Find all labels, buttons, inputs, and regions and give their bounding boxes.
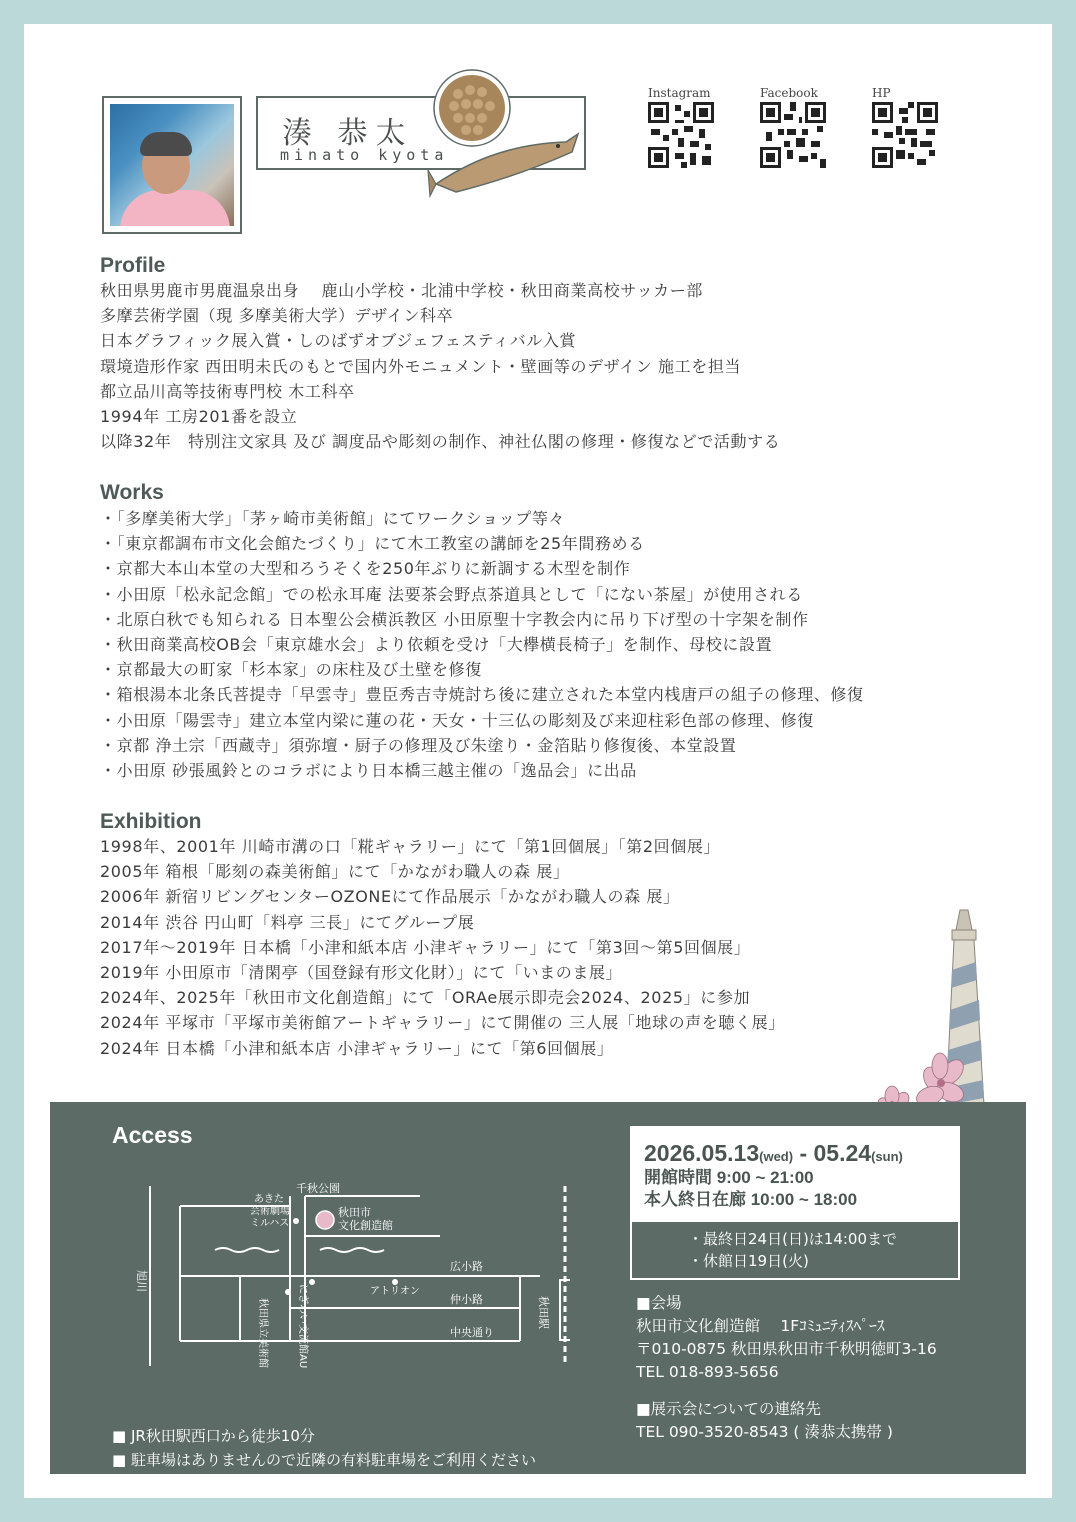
exhibition-line: 2006年 新宿リビングセンターOZONEにて作品展示「かながわ職人の森 展」: [100, 887, 680, 907]
access-heading: Access: [112, 1122, 193, 1148]
schedule-note: ・最終日24日(日)は14:00まで: [688, 1230, 898, 1248]
profile-line: 多摩芸術学園（現 多摩美術大学）デザイン科卒: [100, 306, 454, 326]
exhibition-list: [100, 834, 785, 1061]
works-line: ・小田原 砂張風鈴とのコラボにより日本橋三越主催の「逸品会」に出品: [100, 761, 637, 781]
qr-code-icon[interactable]: [648, 102, 714, 168]
profile-line: 都立品川高等技術専門校 木工科卒: [100, 381, 355, 401]
walk-note: ■ JR秋田駅西口から徒歩10分: [112, 1427, 315, 1445]
qr-label-instagram: Instagram: [648, 86, 711, 100]
exhibition-line: 2019年 小田原市「清閑亭（国登録有形文化財）」にて「いまのま展」: [100, 963, 623, 983]
venue-label: ■会場: [636, 1294, 682, 1312]
qr-instagram-group: [648, 86, 714, 172]
profile-line: 1994年 工房201番を設立: [100, 407, 298, 427]
profile-line: 日本グラフィック展入賞・しのばずオブジェフェスティバル入賞: [100, 331, 577, 351]
profile-line: 環境造形作家 西田明未氏のもとで国内外モニュメント・壁画等のデザイン 施工を担当: [100, 356, 742, 376]
wood-fish-artwork: [426, 64, 586, 204]
qr-label-hp: HP: [872, 86, 891, 100]
map-label-senshu-park: 千秋公園: [296, 1182, 340, 1195]
lighthouse-artwork: [864, 900, 1014, 1110]
map-label-venue-1: 秋田市: [338, 1206, 371, 1219]
schedule-notes: [688, 1228, 897, 1272]
profile-list: [100, 278, 780, 454]
exhibition-line: 2024年 日本橋「小津和紙本店 小津ギャラリー」にて「第6回個展」: [100, 1038, 614, 1058]
map-label-venue-2: 文化創造館: [338, 1219, 393, 1232]
exhibition-line: 2024年、2025年「秋田市文化創造館」にて「ORAe展示即売会2024、2025」に参加: [100, 988, 751, 1008]
artist-photo: [102, 96, 242, 234]
works-line: ・京都 浄土宗「西蔵寺」須弥壇・厨子の修理及び朱塗り・金箔貼り修復後、本堂設置: [100, 735, 737, 755]
map-label-station: 秋田駅: [537, 1296, 550, 1329]
venue-name: 秋田市文化創造館 1Fｺﾐｭﾆﾃｨｽﾍﾟｰｽ: [636, 1317, 885, 1335]
works-line: ・「東京都調布市文化会館たづくり」にて木工教室の講師を25年間務める: [100, 534, 645, 554]
contact-label: ■展示会についての連絡先: [636, 1400, 821, 1418]
contact-tel: TEL 090-3520-8543 ( 湊恭太携帯 ): [636, 1423, 893, 1441]
schedule-box: [630, 1126, 960, 1280]
venue-tel: TEL 018-893-5656: [636, 1363, 779, 1381]
works-line: ・京都大本山本堂の大型和ろうそくを250年ぶりに新調する木型を制作: [100, 559, 631, 579]
access-notes: [112, 1424, 536, 1472]
profile-heading: Profile: [100, 254, 166, 277]
artist-name-jp: 湊 恭太: [282, 116, 414, 151]
exhibition-line: 2014年 渋谷 円山町「料亭 三長」にてグループ展: [100, 912, 475, 932]
exhibition-line: 2017年～2019年 日本橋「小津和紙本店 小津ギャラリー」にて「第3回～第5回個展」: [100, 937, 751, 957]
works-line: ・秋田商業高校OB会「東京雄水会」より依頼を受け「大欅横長椅子」を制作、母校に設置: [100, 635, 773, 655]
map-label-milhas-3: ミルハス: [250, 1218, 290, 1229]
works-line: ・北原白秋でも知られる 日本聖公会横浜教区 小田原聖十字教会内に吊り下げ型の十字架を制作: [100, 609, 809, 629]
exhibition-line: 2005年 箱根「彫刻の森美術館」にて「かながわ職人の森 展」: [100, 862, 570, 882]
map-label-atrion: アトリオン: [370, 1286, 420, 1297]
opening-hours: 開館時間 9:00 ~ 21:00: [644, 1168, 814, 1187]
map-label-nakakoji: 仲小路: [450, 1293, 483, 1306]
qr-hp-group: [872, 86, 938, 172]
venue-address: 〒010-0875 秋田県秋田市千秋明徳町3-16: [636, 1340, 937, 1358]
parking-note: ■ 駐車場はありませんので近隣の有料駐車場をご利用ください: [112, 1451, 536, 1469]
map-label-milhas-2: 芸術劇場: [250, 1206, 290, 1217]
access-map: [120, 1176, 570, 1376]
venue-info: [636, 1292, 937, 1444]
access-panel: [50, 1102, 1026, 1474]
qr-code-icon[interactable]: [760, 102, 826, 168]
qr-label-facebook: Facebook: [760, 86, 818, 100]
works-line: ・小田原「陽雲寺」建立本堂内梁に蓮の花・天女・十三仏の彫刻及び来迎柱彩色部の修理、修復: [100, 710, 814, 730]
map-label-chuo: 中央通り: [450, 1326, 494, 1339]
qr-code-icon[interactable]: [872, 102, 938, 168]
works-line: ・京都最大の町家「杉本家」の床柱及び土壁を修復: [100, 660, 482, 680]
event-dates: 2026.05.13(wed) - 05.24(sun): [644, 1140, 903, 1166]
flyer-sheet: [24, 24, 1052, 1498]
works-list: [100, 506, 864, 783]
profile-line: 秋田県男鹿市男鹿温泉出身 鹿山小学校・北浦中学校・秋田商業高校サッカー部: [100, 281, 703, 300]
profile-line: 以降32年 特別注文家具 及び 調度品や彫刻の制作、神社仏閣の修理・修復などで活動する: [100, 432, 781, 452]
artist-name-en: minato kyota: [280, 146, 449, 164]
map-label-hirokoji: 広小路: [450, 1260, 483, 1273]
qr-facebook-group: [760, 86, 826, 172]
works-line: ・小田原「松永記念館」での松永耳庵 法要茶会野点茶道具として「にない茶屋」が使用される: [100, 584, 803, 604]
exhibition-heading: Exhibition: [100, 810, 202, 833]
schedule-note: ・休館日19日(火): [688, 1252, 809, 1270]
works-line: ・「多摩美術大学」「茅ヶ崎市美術館」にてワークショップ等々: [100, 509, 566, 528]
artist-present-hours: 本人終日在廊 10:00 ~ 18:00: [644, 1190, 858, 1209]
map-label-river: 旭川: [135, 1270, 148, 1292]
works-heading: Works: [100, 481, 164, 504]
map-label-au: にぎわい交流館AU: [297, 1284, 308, 1369]
works-line: ・箱根湯本北条氏菩提寺「早雲寺」豊臣秀吉寺焼討ち後に建立された本堂内桟唐戸の組子の修理、修復: [100, 685, 864, 705]
map-label-milhas-1: あきた: [254, 1194, 284, 1205]
map-label-museum: 秋田県立美術館: [257, 1298, 268, 1368]
exhibition-line: 2024年 平塚市「平塚市美術館アートギャラリー」にて開催の 三人展「地球の声を聴く展」: [100, 1013, 785, 1033]
exhibition-line: 1998年、2001年 川崎市溝の口「糀ギャラリー」にて「第1回個展」「第2回個展」: [100, 837, 721, 856]
